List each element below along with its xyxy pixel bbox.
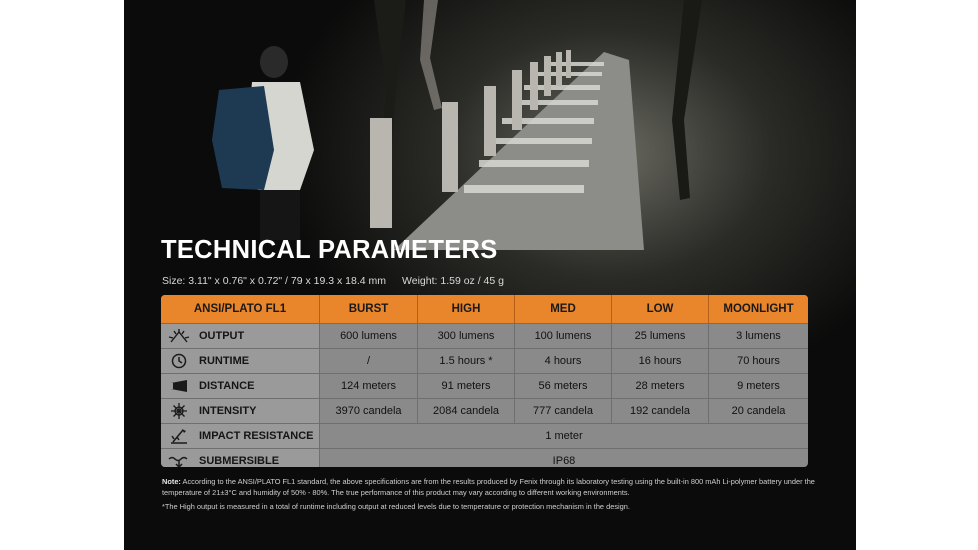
table-cell: 28 meters: [611, 374, 708, 398]
table-cell: 600 lumens: [319, 324, 417, 348]
table-cell: 70 hours: [708, 349, 808, 373]
size-text: Size: 3.11" x 0.76" x 0.72" / 79 x 19.3 x 18.4 mm: [162, 275, 387, 287]
row-label: DISTANCE: [199, 380, 255, 392]
table-row-intensity: [161, 398, 808, 423]
table-cell: 300 lumens: [417, 324, 514, 348]
table-row-runtime: [161, 348, 808, 373]
note-prefix: Note:: [162, 477, 181, 486]
row-label-cell: [161, 324, 319, 348]
header-moonlight: MOONLIGHT: [708, 295, 808, 323]
table-cell: 192 candela: [611, 399, 708, 423]
table-cell: 56 meters: [514, 374, 611, 398]
table-cell: 20 candela: [708, 399, 808, 423]
note-text: [162, 476, 822, 498]
table-cell: 2084 candela: [417, 399, 514, 423]
table-cell: 4 hours: [514, 349, 611, 373]
impact-icon: [167, 427, 191, 445]
row-label-cell: [161, 349, 319, 373]
table-cell: 9 meters: [708, 374, 808, 398]
table-cell: 3970 candela: [319, 399, 417, 423]
row-label: SUBMERSIBLE: [199, 455, 280, 467]
table-cell: /: [319, 349, 417, 373]
water-icon: [167, 452, 191, 467]
row-label-cell: [161, 399, 319, 423]
product-spec-panel: [124, 0, 856, 550]
beam-icon: [167, 377, 191, 395]
clock-icon: [167, 352, 191, 370]
table-cell: 3 lumens: [708, 324, 808, 348]
table-cell: 25 lumens: [611, 324, 708, 348]
table-header-row: [161, 295, 808, 323]
table-row-output: [161, 323, 808, 348]
table-cell: IP68: [319, 449, 808, 467]
row-label: IMPACT RESISTANCE: [199, 430, 314, 442]
header-standard: ANSI/PLATO FL1: [193, 303, 287, 315]
size-weight-line: [162, 275, 504, 287]
footnote-text: *The High output is measured in a total of runtime including output at reduced levels due to temperature or protection mechanism in the design.: [162, 502, 630, 511]
row-label: OUTPUT: [199, 330, 245, 342]
target-icon: [167, 402, 191, 420]
table-cell: 91 meters: [417, 374, 514, 398]
output-icon: [167, 327, 191, 345]
table-cell: 16 hours: [611, 349, 708, 373]
table-cell: 1.5 hours *: [417, 349, 514, 373]
row-label-cell: [161, 424, 319, 448]
table-row-distance: [161, 373, 808, 398]
table-row-submersible: [161, 448, 808, 467]
row-label: RUNTIME: [199, 355, 250, 367]
table-cell: 777 candela: [514, 399, 611, 423]
row-label-cell: [161, 374, 319, 398]
table-row-impact: [161, 423, 808, 448]
spec-table: [161, 295, 808, 467]
header-low: LOW: [611, 295, 708, 323]
header-med: MED: [514, 295, 611, 323]
row-label-cell: [161, 449, 319, 467]
page-title: TECHNICAL PARAMETERS: [161, 236, 498, 264]
weight-text: Weight: 1.59 oz / 45 g: [402, 275, 504, 287]
table-cell: 1 meter: [319, 424, 808, 448]
table-cell: 124 meters: [319, 374, 417, 398]
row-label: INTENSITY: [199, 405, 257, 417]
header-high: HIGH: [417, 295, 514, 323]
header-burst: BURST: [319, 295, 417, 323]
table-cell: 100 lumens: [514, 324, 611, 348]
note-body: According to the ANSI/PLATO FL1 standard, the above specifications are from the results produced by Fenix through its laboratory testing using the built-in 800 mAh Li-polymer battery under the temperature of 21±3°C and humidity of 50% - 80%. The true performance of this product may vary according to different working environments.: [162, 477, 815, 497]
